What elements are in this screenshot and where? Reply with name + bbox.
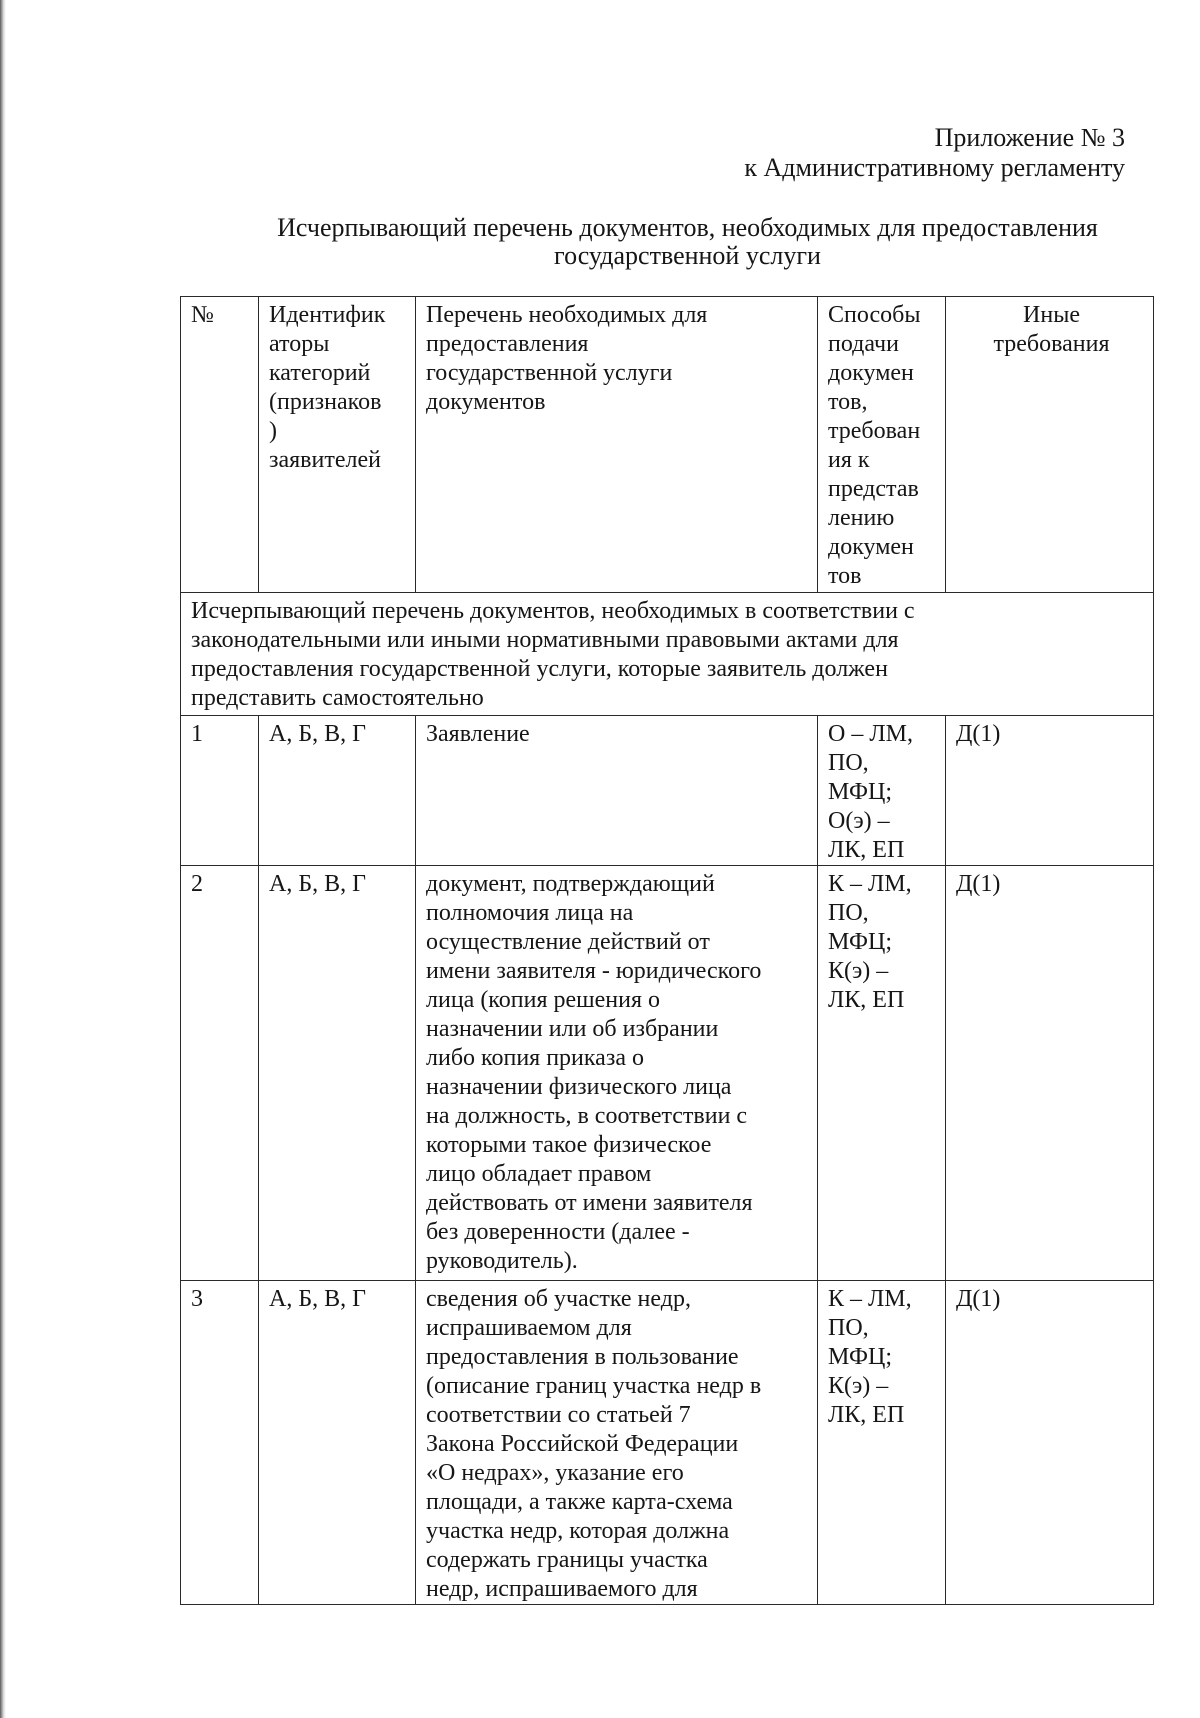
row-methods: К – ЛМ, ПО, МФЦ; К(э) – ЛК, ЕП	[818, 1281, 946, 1605]
row-identifiers: А, Б, В, Г	[259, 716, 416, 866]
section-title: Исчерпывающий перечень документов, необходимых в соответствии с законодательными или иными нормативными правовыми актами для предоставления государственной услуги, которые заявитель должен представить самостоятельно	[181, 593, 1154, 716]
row-methods: О – ЛМ, ПО, МФЦ; О(э) – ЛК, ЕП	[818, 716, 946, 866]
header-other-requirements: Иные требования	[946, 297, 1154, 593]
row-identifiers: А, Б, В, Г	[259, 866, 416, 1281]
header-number: №	[181, 297, 259, 593]
annex-number: Приложение № 3	[934, 123, 1125, 152]
annex-reference: к Административному регламенту	[744, 153, 1125, 182]
scan-edge-shadow	[0, 0, 6, 1718]
section-row	[181, 593, 1154, 716]
row-number: 1	[181, 716, 259, 866]
row-document: документ, подтверждающий полномочия лица на осуществление действий от имени заявителя - юридического лица (копия решения о назначении или об избрании либо копия приказа о назначении физического лица на должность, в соответствии с которыми такое физическое лицо обладает правом действовать от имени заявителя без доверенности (далее - руководитель).	[416, 866, 818, 1281]
row-identifiers: А, Б, В, Г	[259, 1281, 416, 1605]
table-row	[181, 716, 1154, 866]
table-row	[181, 1281, 1154, 1605]
row-other: Д(1)	[946, 866, 1154, 1281]
document-title-line-2: государственной услуги	[554, 241, 821, 270]
documents-table	[180, 296, 1154, 1605]
row-number: 2	[181, 866, 259, 1281]
header-submission-methods: Способы подачи докумен тов, требован ия к представ лению докумен тов	[818, 297, 946, 593]
header-document-list: Перечень необходимых для предоставления государственной услуги документов	[416, 297, 818, 593]
table-header-row	[181, 297, 1154, 593]
row-other: Д(1)	[946, 716, 1154, 866]
row-number: 3	[181, 1281, 259, 1605]
table-row	[181, 866, 1154, 1281]
header-applicant-identifiers: Идентифик аторы категорий (признаков ) заявителей	[259, 297, 416, 593]
row-document: Заявление	[416, 716, 818, 866]
row-methods: К – ЛМ, ПО, МФЦ; К(э) – ЛК, ЕП	[818, 866, 946, 1281]
document-title-line-1: Исчерпывающий перечень документов, необходимых для предоставления	[277, 213, 1098, 242]
row-document: сведения об участке недр, испрашиваемом для предоставления в пользование (описание границ участка недр в соответствии со статьей 7 Закона Российской Федерации «О недрах», указание его площади, а также карта-схема участка недр, которая должна содержать границы участка недр, испрашиваемого для	[416, 1281, 818, 1605]
row-other: Д(1)	[946, 1281, 1154, 1605]
